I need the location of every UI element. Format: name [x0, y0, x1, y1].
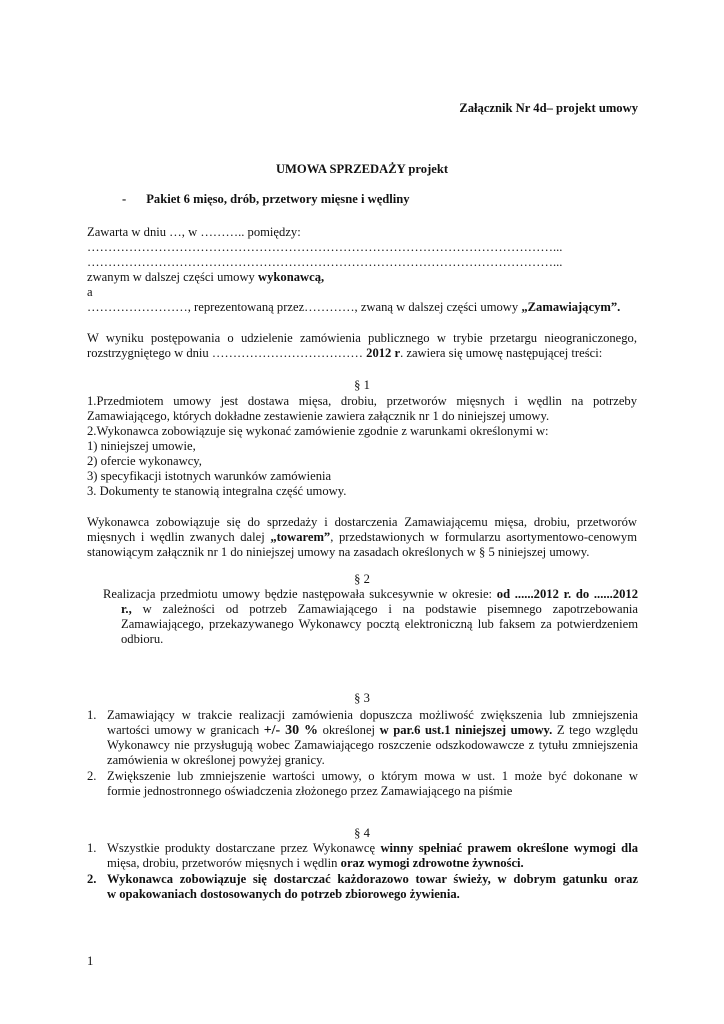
parties-dots-2: …………………………………………………………………………………………………...: [87, 255, 563, 269]
preamble-line-2: rozstrzygniętego w dniu ……………………………… 2012 r. zawiera się umowę następującej treści:: [87, 346, 603, 360]
s1-line-5: 2) ofercie wykonawcy,: [87, 454, 202, 468]
annex-label: Załącznik Nr 4d– projekt umowy: [459, 101, 638, 115]
s4-item-2-line-2: w opakowaniach dostosowanych do potrzeb zbiorowego żywienia.: [107, 887, 460, 901]
s1-para-line-2: mięsnych i wędlin zwanych dalej „towarem”, przedstawionych w formularzu asortymentowo-cenowym: [87, 530, 637, 544]
s1-line-3: 2.Wykonawca zobowiązuje się wykonać zamówienie zgodnie z warunkami określonymi w:: [87, 424, 549, 438]
s2-line-3: Zamawiającego, przekazywanego Wykonawcy pocztą elektroniczną lub faksem za potwierdzeniem: [121, 617, 638, 631]
section-1-heading: § 1: [354, 378, 370, 392]
and-line: a: [87, 285, 93, 299]
parties-intro: Zawarta w dniu …, w ……….. pomiędzy:: [87, 225, 301, 239]
s2-line-2: r., w zależności od potrzeb Zamawiającego i na podstawie pisemnego zapotrzebowania: [121, 602, 638, 616]
s4-item-2-line-1: Wykonawca zobowiązuje się dostarczać każdorazowo towar świeży, w dobrym gatunku oraz: [107, 872, 638, 886]
document-title: UMOWA SPRZEDAŻY projekt: [275, 162, 449, 176]
section-2-heading: § 2: [354, 572, 370, 586]
s4-item-1-line-2: mięsa, drobiu, przetworów mięsnych i wędlin oraz wymogi zdrowotne żywności.: [107, 856, 524, 870]
contractor-line: zwanym w dalszej części umowy wykonawcą,: [87, 270, 325, 284]
s1-para-line-1: Wykonawca zobowiązuje się do sprzedaży i dostarczenia Zamawiającemu mięsa, drobiu, przetworów: [87, 515, 637, 529]
s1-line-7: 3. Dokumenty te stanowią integralna część umowy.: [87, 484, 347, 498]
s3-item-2-number: 2.: [87, 769, 97, 783]
s1-para-line-3: stanowiącym załącznik nr 1 do niniejszej umowy na zasadach określonych w § 5 niniejszej umowy.: [87, 545, 590, 559]
client-line: ……………………, reprezentowaną przez…………, zwaną w dalszej części umowy „Zamawiającym”.: [87, 300, 621, 314]
s3-item-1-line-1: Zamawiający w trakcie realizacji zamówienia dopuszcza możliwość zwiększenia lub zmniejszenia: [107, 708, 638, 722]
s1-line-1: 1.Przedmiotem umowy jest dostawa mięsa, drobiu, przetworów mięsnych i wędlin na potrzeby: [87, 394, 637, 408]
s1-line-2: Zamawiającego, których dokładne zestawienie zawiera załącznik nr 1 do niniejszej umowy.: [87, 409, 550, 423]
s3-item-1-line-4: zamówienia w określonej powyżej granicy.: [107, 753, 325, 767]
s4-item-1-number: 1.: [87, 841, 97, 855]
s3-item-1-line-3: Wykonawcy nie przysługują wobec Zamawiającego roszczenie odszkodowawcze z tytułu zmniejszenia: [107, 738, 638, 752]
s2-line-1: Realizacja przedmiotu umowy będzie następowała sukcesywnie w okresie: od ......2012 r. do ......2012: [103, 587, 638, 601]
s1-line-6: 3) specyfikacji istotnych warunków zamówienia: [87, 469, 332, 483]
s3-item-1-number: 1.: [87, 708, 97, 722]
s3-item-2-line-2: formie jednostronnego oświadczenia złożonego przez Zamawiającego na piśmie: [107, 784, 513, 798]
s4-item-2-number: 2.: [87, 872, 97, 886]
s4-item-1-line-1: Wszystkie produkty dostarczane przez Wykonawcę winny spełniać prawem określone wymogi dla: [107, 841, 638, 855]
section-3-heading: § 3: [354, 691, 370, 705]
parties-dots-1: …………………………………………………………………………………………………...: [87, 240, 563, 254]
preamble-line-1: W wyniku postępowania o udzielenie zamówienia publicznego w trybie przetargu nieograniczonego,: [87, 331, 637, 345]
s3-item-2-line-1: Zwiększenie lub zmniejszenie wartości umowy, o którym mowa w ust. 1 może być dokonane w: [107, 769, 638, 783]
section-4-heading: § 4: [354, 826, 370, 840]
s1-line-4: 1) niniejszej umowie,: [87, 439, 196, 453]
s2-line-4: odbioru.: [121, 632, 164, 646]
package-line: - Pakiet 6 mięso, drób, przetwory mięsne i wędliny: [122, 192, 410, 206]
page-number: 1: [87, 954, 94, 968]
s3-item-1-line-2: wartości umowy w granicach +/- 30 % określonej w par.6 ust.1 niniejszej umowy. Z tego względu: [107, 723, 639, 738]
